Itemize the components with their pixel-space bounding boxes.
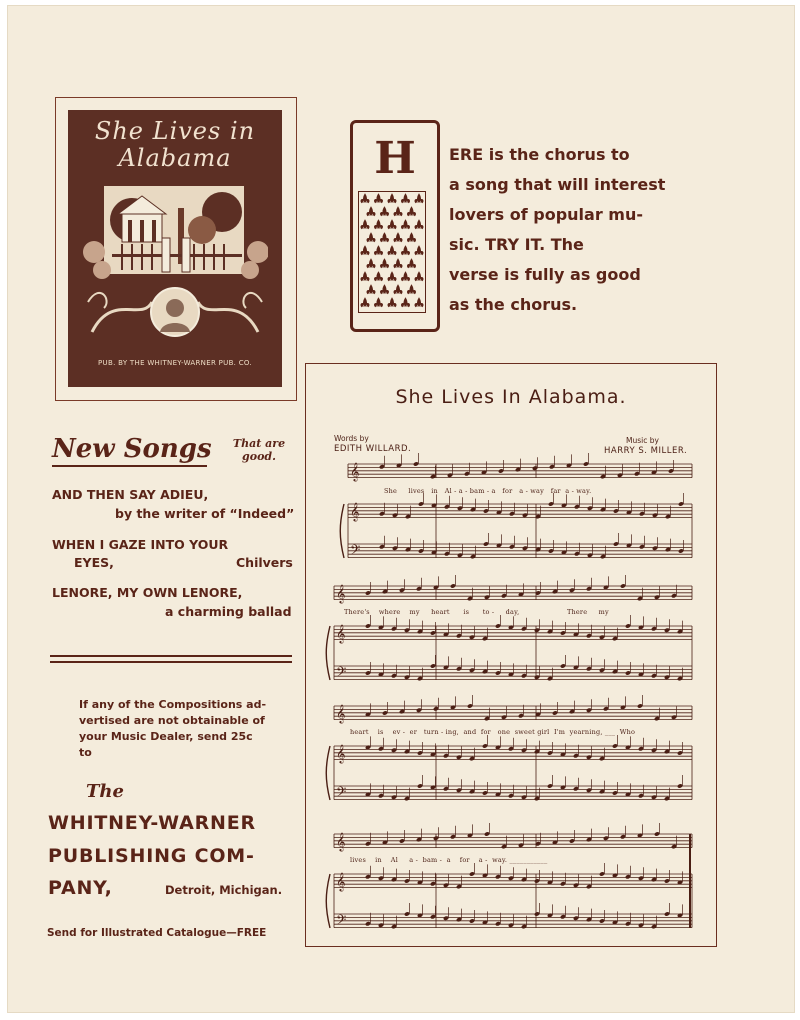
svg-text:𝄢: 𝄢 <box>350 542 361 561</box>
publisher-name-line: WHITNEY-WARNER <box>48 812 256 834</box>
note-group <box>379 533 684 559</box>
publisher-city: Detroit, Michigan. <box>165 883 283 897</box>
note-group <box>365 823 677 849</box>
svg-text:𝄢: 𝄢 <box>336 664 347 683</box>
fleur-de-lis-pattern <box>358 191 426 313</box>
svg-text:𝄢: 𝄢 <box>336 784 347 803</box>
treble-staff <box>334 872 692 892</box>
order-line: your Music Dealer, send 25c <box>79 730 253 743</box>
chorus-intro-text <box>449 140 685 320</box>
note-group <box>365 655 683 681</box>
intro-line: lovers of popular mu- <box>449 205 643 224</box>
composer-credit <box>604 436 687 456</box>
note-group <box>379 493 684 519</box>
catalogue-offer: Send for Illustrated Catalogue—FREE <box>47 927 267 939</box>
intro-line: a song that will interest <box>449 175 666 194</box>
order-line: If any of the Compositions ad- <box>79 698 267 711</box>
divider-rule <box>50 655 292 657</box>
treble-staff <box>334 744 692 764</box>
composer-name: HARRY S. MILLER. <box>604 446 688 456</box>
cover-image <box>68 110 282 387</box>
svg-text:𝄞: 𝄞 <box>336 832 346 851</box>
song-title-2-cont: EYES, <box>74 555 114 570</box>
svg-text:𝄞: 𝄞 <box>336 872 346 891</box>
music-by-label: Music by <box>626 436 659 445</box>
publisher-the: The <box>86 781 124 802</box>
song-title-1: AND THEN SAY ADIEU, <box>52 487 209 502</box>
svg-text:𝄞: 𝄞 <box>336 624 346 643</box>
cover-illustration <box>82 182 268 342</box>
publisher-name-line: PUBLISHING COM- <box>48 845 255 867</box>
divider-rule <box>50 661 292 663</box>
note-group <box>379 453 674 479</box>
order-line: vertised are not obtainable of <box>79 714 265 727</box>
drop-cap-letter: H <box>374 133 416 184</box>
treble-staff <box>348 502 692 522</box>
order-notice <box>79 697 279 761</box>
intro-line: ERE is the chorus to <box>449 145 630 164</box>
svg-text:𝄞: 𝄞 <box>336 584 346 603</box>
cover-title: She Lives in Alabama <box>94 117 256 172</box>
bass-staff <box>334 912 692 931</box>
svg-text:𝄞: 𝄞 <box>336 704 346 723</box>
note-group <box>365 615 683 641</box>
lyric-line: She lives in Al - a - bam - a for a - way far a - way. <box>384 487 592 495</box>
new-songs-subheading: That are good. <box>232 437 286 463</box>
intro-line: sic. TRY IT. The <box>449 235 584 254</box>
svg-text:𝄞: 𝄞 <box>336 744 346 763</box>
song-title: She Lives In Alabama. <box>395 386 627 408</box>
bass-staff <box>348 542 692 561</box>
note-group <box>365 775 683 801</box>
lyricist-credit <box>334 434 411 454</box>
lyric-line: lives in Al a - bam - a for a - way. ___________ <box>350 856 548 864</box>
svg-text:𝄞: 𝄞 <box>350 462 360 481</box>
song-note-1: by the writer of “Indeed” <box>115 506 295 521</box>
lyricist-name: EDITH WILLARD. <box>334 444 412 454</box>
note-group <box>365 903 683 929</box>
bass-staff <box>334 784 692 803</box>
intro-line: verse is fully as good <box>449 265 641 284</box>
cover-publisher: PUB. BY THE WHITNEY-WARNER PUB. CO. <box>98 359 252 367</box>
note-group <box>365 695 677 721</box>
order-line: to <box>79 746 92 759</box>
lyric-line: There's where my heart is to - day, There my <box>344 608 609 616</box>
note-group <box>365 735 683 761</box>
heading-underline <box>52 465 207 467</box>
svg-text:𝄢: 𝄢 <box>336 912 347 931</box>
note-group <box>365 863 683 889</box>
song-note-2: Chilvers <box>236 555 293 570</box>
words-by-label: Words by <box>334 434 369 443</box>
svg-text:𝄞: 𝄞 <box>350 502 360 521</box>
drop-cap-box <box>350 120 440 332</box>
new-songs-heading: New Songs <box>52 434 212 464</box>
song-note-3: a charming ballad <box>165 604 292 619</box>
song-title-3: LENORE, MY OWN LENORE, <box>52 585 243 600</box>
lyric-line: heart is ev - er turn - ing, and for one sweet girl I'm yearning, ___ Who <box>350 728 636 736</box>
publisher-name-line: PANY, <box>48 877 113 899</box>
music-score-box <box>305 363 717 947</box>
song-title-2: WHEN I GAZE INTO YOUR <box>52 537 229 552</box>
intro-line: as the chorus. <box>449 295 578 314</box>
note-group <box>365 575 677 601</box>
